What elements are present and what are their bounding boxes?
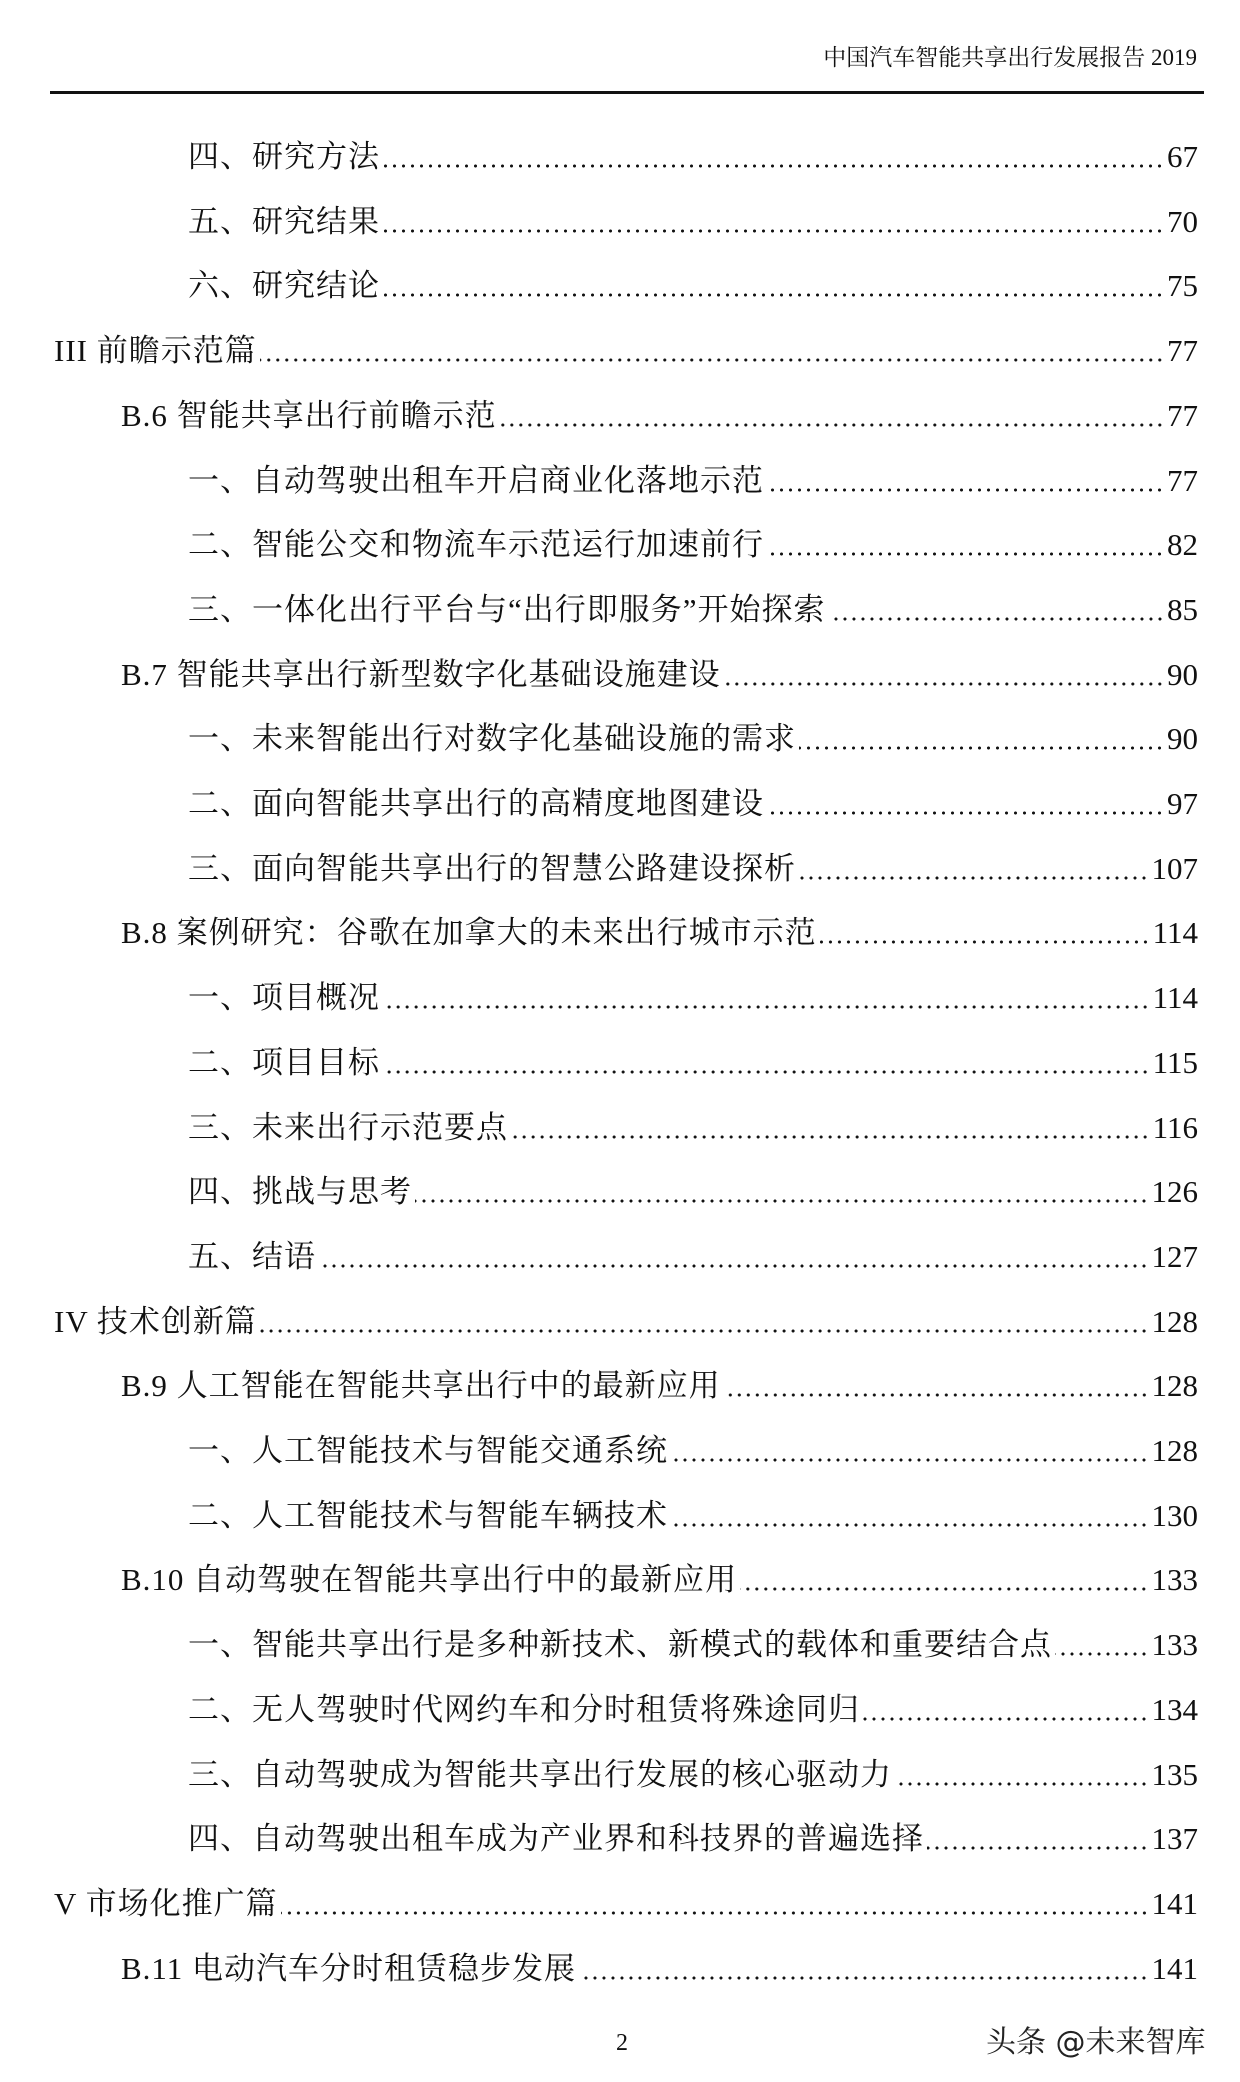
toc-entry[interactable] [121, 911, 1198, 955]
toc-entry-title: 四、研究方法 [188, 139, 380, 174]
dot-leader [383, 1005, 1150, 1009]
toc-entry[interactable] [188, 1041, 1198, 1085]
dot-leader [500, 423, 1164, 427]
toc-entry[interactable] [121, 653, 1198, 697]
toc-entry-title: III 前瞻示范篇 [54, 333, 257, 369]
toc-entry-title: B.6 智能共享出行前瞻示范 [121, 397, 497, 433]
toc-entry-page: 115 [1152, 1044, 1198, 1080]
toc-entry-page: 116 [1152, 1109, 1198, 1145]
dot-leader [740, 1587, 1148, 1591]
toc-entry[interactable] [188, 847, 1198, 891]
toc-entry-page: 133 [1151, 1627, 1198, 1663]
toc-entry-title: 三、面向智能共享出行的智慧公路建设探析 [188, 850, 796, 886]
toc-entry-page: 133 [1151, 1562, 1198, 1598]
toc-entry-page: 77 [1167, 397, 1198, 433]
dot-leader [383, 293, 1164, 297]
toc-entry[interactable] [188, 1235, 1198, 1279]
page-number: 2 [616, 2030, 628, 2056]
toc-entry-title: B.11 电动汽车分时租赁稳步发展 [121, 1950, 577, 1986]
toc-entry-title: 一、人工智能技术与智能交通系统 [188, 1433, 668, 1468]
dot-leader [767, 811, 1164, 815]
toc-entry-title: IV 技术创新篇 [54, 1303, 257, 1339]
toc-entry[interactable] [188, 264, 1198, 308]
dot-leader [511, 1135, 1150, 1139]
toc-entry[interactable] [188, 588, 1198, 632]
toc-entry[interactable] [188, 135, 1198, 179]
dot-leader [863, 1717, 1149, 1721]
toc-entry-page: 128 [1151, 1303, 1198, 1339]
toc-entry-page: 75 [1167, 268, 1198, 304]
toc-entry-title: B.10 自动驾驶在智能共享出行中的最新应用 [121, 1562, 738, 1598]
dot-leader [383, 164, 1164, 168]
toc-entry-title: 三、未来出行示范要点 [188, 1109, 508, 1145]
toc-entry-title: 二、项目目标 [188, 1044, 380, 1080]
toc-entry[interactable] [188, 1170, 1198, 1214]
running-header: 中国汽车智能共享出行发展报告 2019 [823, 45, 1197, 70]
dot-leader [383, 229, 1164, 233]
toc-entry-title: B.9 人工智能在智能共享出行中的最新应用 [121, 1368, 721, 1404]
toc-entry-title: 一、项目概况 [188, 980, 380, 1016]
dot-leader [767, 552, 1164, 556]
toc-entry-title: 六、研究结论 [188, 268, 380, 304]
toc-entry[interactable] [188, 1623, 1198, 1667]
toc-entry[interactable] [121, 1947, 1198, 1991]
toc-entry-page: 85 [1167, 591, 1198, 627]
dot-leader [671, 1523, 1149, 1527]
toc-entry[interactable] [188, 459, 1198, 503]
toc-entry[interactable] [188, 1688, 1198, 1732]
toc-entry-page: 128 [1151, 1433, 1198, 1468]
watermark: 头条 @未来智库 [986, 2025, 1206, 2060]
toc-entry-page: 70 [1167, 203, 1198, 239]
toc-entry[interactable] [188, 523, 1198, 567]
toc-entry[interactable] [121, 1364, 1198, 1408]
toc-entry[interactable] [188, 1753, 1198, 1797]
toc-entry-page: 82 [1167, 527, 1198, 563]
toc-entry-page: 67 [1167, 139, 1198, 174]
toc-entry-title: 一、智能共享出行是多种新技术、新模式的载体和重要结合点 [188, 1627, 1052, 1663]
toc-entry-page: 114 [1152, 980, 1198, 1016]
toc-entry-title: 二、无人驾驶时代网约车和分时租赁将殊途同归 [188, 1691, 860, 1727]
toc-entry[interactable] [121, 1558, 1198, 1602]
toc-entry-title: B.8 案例研究：谷歌在加拿大的未来出行城市示范 [121, 915, 817, 951]
toc-entry-page: 77 [1167, 462, 1198, 498]
toc-entry-page: 128 [1151, 1368, 1198, 1404]
dot-leader [895, 1782, 1149, 1786]
toc-entry[interactable] [54, 1300, 1198, 1344]
toc-entry[interactable] [188, 1817, 1198, 1861]
toc-entry[interactable] [188, 782, 1198, 826]
dot-leader [579, 1976, 1148, 1980]
dot-leader [724, 682, 1164, 686]
toc-entry-title: 一、自动驾驶出租车开启商业化落地示范 [188, 462, 764, 498]
toc-entry-page: 77 [1167, 333, 1198, 369]
dot-leader [799, 746, 1164, 750]
toc-entry-page: 126 [1151, 1174, 1198, 1210]
dot-leader [767, 488, 1164, 492]
toc-entry-page: 141 [1151, 1950, 1198, 1986]
dot-leader [799, 876, 1149, 880]
toc-entry-page: 90 [1167, 721, 1198, 757]
toc-entry-title: 五、结语 [188, 1238, 316, 1274]
dot-leader [671, 1458, 1149, 1462]
toc-entry[interactable] [188, 1494, 1198, 1538]
dot-leader [1055, 1652, 1149, 1656]
toc-entry[interactable] [54, 329, 1198, 373]
toc-entry-title: 一、未来智能出行对数字化基础设施的需求 [188, 721, 796, 757]
header-rule [50, 91, 1204, 94]
dot-leader [383, 1070, 1150, 1074]
toc-entry-title: 二、智能公交和物流车示范运行加速前行 [188, 527, 764, 563]
toc-entry[interactable] [188, 200, 1198, 244]
toc-entry-title: 三、自动驾驶成为智能共享出行发展的核心驱动力 [188, 1756, 892, 1792]
toc-entry-page: 130 [1151, 1497, 1198, 1533]
dot-leader [415, 1199, 1149, 1203]
toc-entry-title: 四、自动驾驶出租车成为产业界和科技界的普遍选择 [188, 1821, 924, 1857]
toc-entry-page: 134 [1151, 1691, 1198, 1727]
toc-entry-title: 三、一体化出行平台与“出行即服务”开始探索 [188, 591, 826, 627]
toc-entry-page: 97 [1167, 786, 1198, 821]
dot-leader [820, 940, 1150, 944]
toc-entry[interactable] [121, 394, 1198, 438]
dot-leader [260, 1329, 1149, 1333]
toc-entry-title: B.7 智能共享出行新型数字化基础设施建设 [121, 656, 721, 692]
toc-entry-page: 135 [1151, 1756, 1198, 1792]
toc-entry-page: 114 [1152, 915, 1198, 951]
toc-entry-page: 137 [1151, 1821, 1198, 1857]
toc-entry-page: 107 [1151, 850, 1198, 886]
toc-entry-title: 二、面向智能共享出行的高精度地图建设 [188, 786, 764, 821]
dot-leader [281, 1911, 1149, 1915]
toc-entry-page: 90 [1167, 656, 1198, 692]
toc-entry[interactable] [188, 717, 1198, 761]
toc-entry-title: 二、人工智能技术与智能车辆技术 [188, 1497, 668, 1533]
dot-leader [724, 1393, 1149, 1397]
toc-entry-page: 127 [1151, 1238, 1198, 1274]
dot-leader [829, 617, 1164, 621]
toc-entry-title: V 市场化推广篇 [54, 1885, 278, 1921]
toc-entry[interactable] [54, 1882, 1198, 1926]
toc-entry-page: 141 [1151, 1885, 1198, 1921]
dot-leader [260, 358, 1164, 362]
toc-entry[interactable] [188, 1106, 1198, 1150]
dot-leader [927, 1846, 1149, 1850]
toc-entry-title: 五、研究结果 [188, 203, 380, 239]
toc-entry-title: 四、挑战与思考 [188, 1174, 412, 1210]
dot-leader [319, 1264, 1149, 1268]
toc-entry[interactable] [188, 1429, 1198, 1473]
toc-entry[interactable] [188, 976, 1198, 1020]
